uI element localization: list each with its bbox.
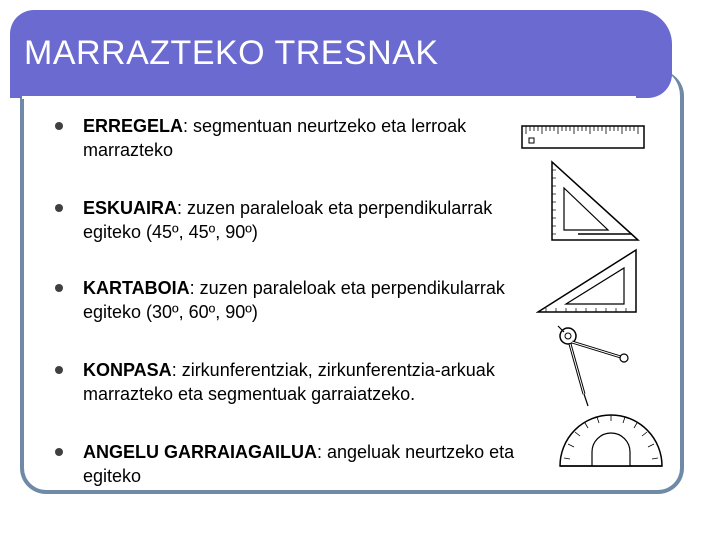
item-term: ERREGELA	[83, 116, 184, 136]
bullet-icon	[55, 204, 63, 212]
item-term: ANGELU GARRAIAGAILUA	[83, 442, 317, 462]
item-description: : segmentuan neurtzeko eta lerroak marrazteko	[83, 116, 467, 160]
bullet-icon	[55, 284, 63, 292]
bullet-icon	[55, 122, 63, 130]
protractor-icon	[556, 406, 666, 470]
item-text	[83, 358, 553, 406]
bullet-icon	[55, 448, 63, 456]
item-description: : zuzen paraleloak eta perpendikularrak egiteko (45º, 45º, 90º)	[83, 198, 493, 242]
item-description: : angeluak neurtzeko eta egiteko	[83, 442, 515, 486]
item-text	[83, 276, 553, 324]
item-text	[83, 440, 553, 488]
item-description: : zuzen paraleloak eta perpendikularrak egiteko (30º, 60º, 90º)	[83, 278, 505, 322]
item-term: KARTABOIA	[83, 278, 190, 298]
item-term: KONPASA	[83, 360, 172, 380]
slide-title: MARRAZTEKO TRESNAK	[24, 34, 439, 72]
ruler-icon	[520, 122, 648, 152]
item-text	[83, 114, 553, 162]
title-underline	[22, 96, 636, 99]
set-square-45-icon	[548, 160, 642, 244]
bullet-icon	[55, 366, 63, 374]
compass-icon	[550, 322, 634, 408]
item-text	[83, 196, 553, 244]
item-term: ESKUAIRA	[83, 198, 178, 218]
set-square-30-60-icon	[536, 246, 640, 316]
item-description: : zirkunferentziak, zirkunferentzia-arkuak marrazteko eta segmentuak garraiatzeko.	[83, 360, 495, 404]
